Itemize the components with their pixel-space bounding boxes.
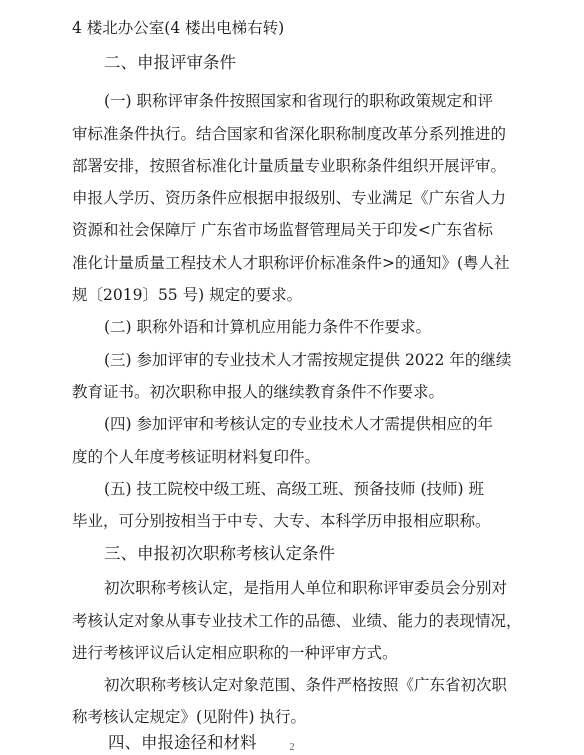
paragraph-line: 规〔2019〕55 号) 规定的要求。: [72, 286, 303, 304]
paragraph-line: 审标准条件执行。结合国家和省深化职称制度改革分系列推进的: [72, 125, 507, 143]
section-heading-2: 二、申报评审条件: [104, 53, 236, 72]
paragraph-line: 进行考核评议后认定相应职称的一种评审方式。: [72, 644, 398, 662]
paragraph-line: 准化计量质量工程技术人才职称评价标准条件>的通知》(粤人社: [72, 254, 510, 272]
paragraph-line: 称考核认定规定》(见附件) 执行。: [72, 708, 307, 726]
text-line-location: 4 楼北办公室(4 楼出电梯右转): [72, 19, 285, 37]
section-heading-3: 三、申报初次职称考核认定条件: [104, 544, 335, 563]
paragraph-line: 初次职称考核认定，是指用人单位和职称评审委员会分别对: [104, 579, 508, 597]
paragraph-line: (五) 技工院校中级工班、高级工班、预备技师 (技师) 班: [104, 480, 484, 498]
paragraph-line: (三) 参加评审的专业技术人才需按规定提供 2022 年的继续: [104, 351, 512, 369]
paragraph-line: (四) 参加评审和考核认定的专业技术人才需提供相应的年: [104, 415, 494, 433]
paragraph-line: 部署安排，按照省标准化计量质量专业职称条件组织开展评审。: [72, 157, 507, 175]
paragraph-line: 初次职称考核认定对象范围、条件严格按照《广东省初次职: [104, 676, 508, 694]
paragraph-line: (一) 职称评审条件按照国家和省现行的职称政策规定和评: [104, 92, 494, 110]
section-heading-4: 四、申报途径和材料: [108, 733, 257, 752]
paragraph-line: 申报人学历、资历条件应根据申报级别、专业满足《广东省人力: [72, 189, 507, 207]
paragraph-line: 度的个人年度考核证明材料复印件。: [72, 448, 321, 466]
paragraph-line: (二) 职称外语和计算机应用能力条件不作要求。: [104, 318, 432, 336]
paragraph-line: 毕业，可分别按相当于中专、大专、本科学历申报相应职称。: [72, 512, 491, 530]
paragraph-line: 资源和社会保障厅 广东省市场监督管理局关于印发<广东省标: [72, 221, 493, 239]
page-number: 2: [289, 742, 295, 753]
paragraph-line: 考核认定对象从事专业技术工作的品德、业绩、能力的表现情况，: [72, 612, 522, 630]
paragraph-line: 教育证书。初次职称申报人的继续教育条件不作要求。: [72, 383, 445, 401]
